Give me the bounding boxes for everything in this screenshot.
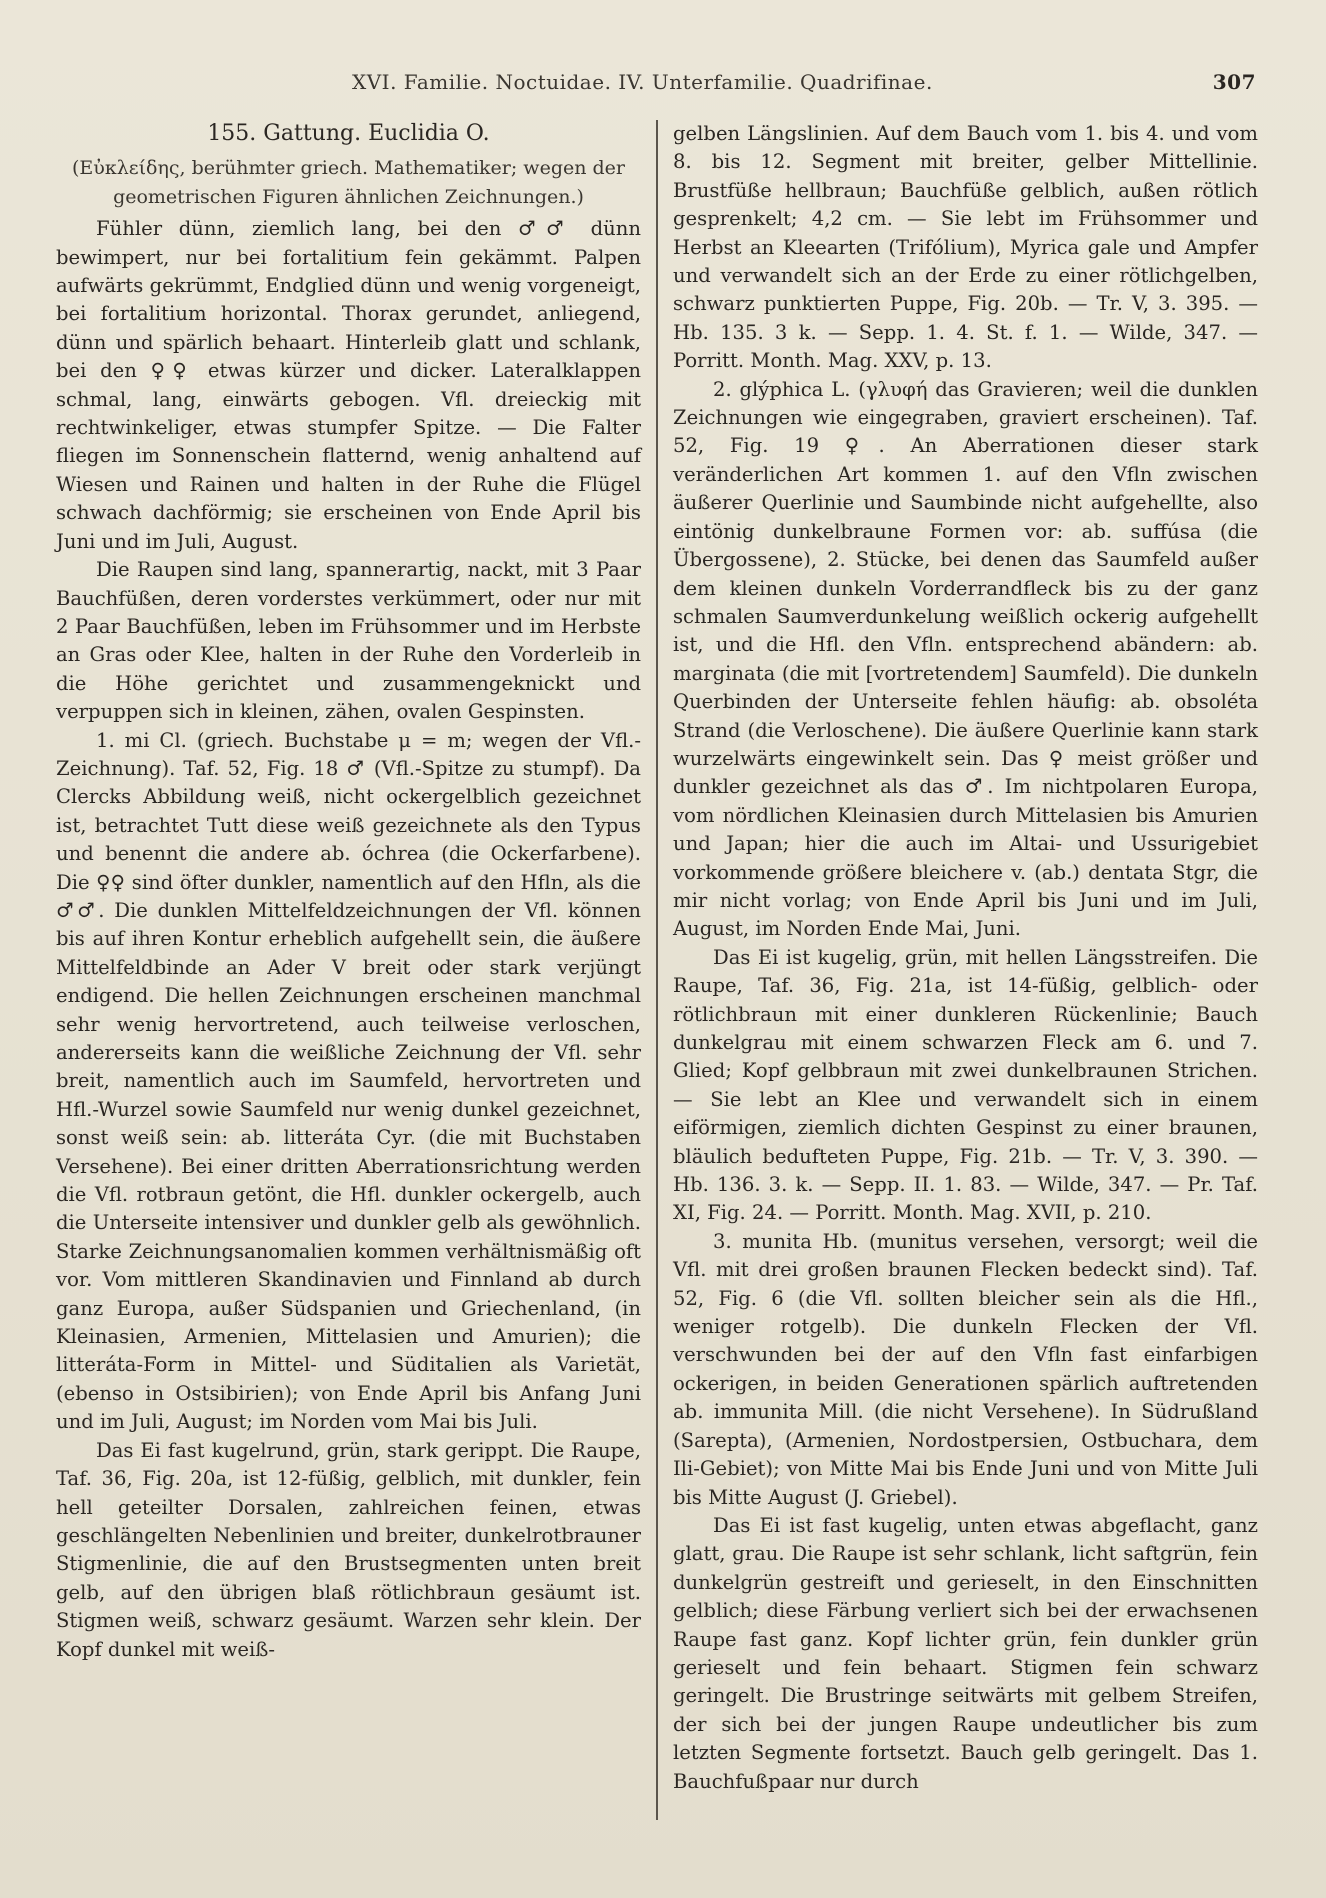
species-munita-larva: Das Ei ist fast kugelig, unten etwas abgeflacht, ganz glatt, grau. Die Raupe ist sehr schlank, licht saftgrün, fein dunkelgrün gestreift und gerieselt, in den Einschnitten gelblich; diese Färbung verliert sich bei der erwachsenen Raupe fast ganz. Kopf lichter grün, fein dunkler grün gerieselt und fein behaart. Stigmen fein schwarz geringelt. Die Brustringe seitwärts mit gelbem Streifen, der sich bei der jungen Raupe undeutlicher bis zum letzten Segmente fortsetzt. Bauch gelb geringelt. Das 1. Bauchfußpaar nur durch [673, 1513, 1258, 1793]
right-column [673, 120, 1258, 1796]
larvae-description: Die Raupen sind lang, spannerartig, nackt, mit 3 Paar Bauchfüßen, deren vorderstes verkümmert, oder nur mit 2 Paar Bauchfüßen, leben im Frühsommer und im Herbste an Gras oder Klee, halten in der Ruhe den Vorderleib in die Höhe gerichtet und zusammengeknickt und verpuppen sich in kleinen, zähen, ovalen Gespinsten. [56, 558, 641, 724]
left-column [56, 120, 641, 1664]
genus-etymology: (Εὐκλείδης, berühmter griech. Mathematiker; wegen der geometrischen Figuren ähnlichen Zeichnungen.) [71, 157, 625, 208]
column-divider [656, 120, 658, 1820]
species-munita: 3. munita Hb. (munitus versehen, versorgt; weil die Vfl. mit drei großen braunen Flecken bedeckt sind). Taf. 52, Fig. 6 (die Vfl. sollten bleicher sein als die Hfl., weniger rotgelb). Die dunkeln Flecken der Vfl. verschwunden bei der auf den Vfln fast einfarbigen ockerigen, in beiden Generationen spärlich auftretenden ab. immunita Mill. (die nicht Versehene). In Südrußland (Sarepta), (Armenien, Nordostpersien, Ostbuchara, dem Ili-Gebiet); von Mitte Mai bis Ende Juni und von Mitte Juli bis Mitte August (J. Griebel). [673, 1229, 1258, 1509]
species-glyphica-larva: Das Ei ist kugelig, grün, mit hellen Längsstreifen. Die Raupe, Taf. 36, Fig. 21a, ist 14-füßig, gelblich- oder rötlichbraun mit einer dunkleren Rückenlinie; Bauch dunkelgrau mit einem schwarzen Fleck am 6. und 7. Glied; Kopf gelbbraun mit zwei dunkelbraunen Strichen. — Sie lebt an Klee und verwandelt sich in einem eiförmigen, ziemlich dichten Gespinst zu einer braunen, bläulich bedufteten Puppe, Fig. 21b. — Tr. V, 3. 390. — Hb. 136. 3. k. — Sepp. II. 1. 83. — Wilde, 347. — Pr. Taf. XI, Fig. 24. — Porritt. Month. Mag. XVII, p. 210. [673, 945, 1258, 1225]
running-head-title: XVI. Familie. Noctuidae. IV. Unterfamilie. Quadrifinae. [352, 70, 933, 94]
genus-description: Fühler dünn, ziemlich lang, bei den ♂♂ dünn bewimpert, nur bei fortalitium fein gekämmt. Palpen aufwärts gekrümmt, Endglied dünn und wenig vorgeneigt, bei fortalitium horizontal. Thorax gerundet, anliegend, dünn und spärlich behaart. Hinterleib glatt und schlank, bei den ♀♀ etwas kürzer und dicker. Lateralklappen schmal, lang, einwärts gebogen. Vfl. dreieckig mit rechtwinkeliger, etwas stumpfer Spitze. — Die Falter fliegen im Sonnenschein flatternd, wenig anhaltend auf Wiesen und Rainen und halten in der Ruhe die Flügel schwach dachförmig; sie erscheinen von Ende April bis Juni und im Juli, August. [56, 217, 641, 553]
species-mi-larva: Das Ei fast kugelrund, grün, stark gerippt. Die Raupe, Taf. 36, Fig. 20a, ist 12-füßig, gelblich, mit dunkler, fein hell geteilter Dorsalen, zahlreichen feinen, etwas geschlängelten Nebenlinien und breiter, dunkelrotbrauner Stigmenlinie, die auf den Brustsegmenten unten breit gelb, auf den übrigen blaß rötlichbraun gesäumt ist. Stigmen weiß, schwarz gesäumt. Warzen sehr klein. Der Kopf dunkel mit weiß- [56, 1438, 641, 1661]
species-mi: 1. mi Cl. (griech. Buchstabe μ = m; wegen der Vfl.-Zeichnung). Taf. 52, Fig. 18 ♂ (Vfl.-Spitze zu stumpf). Da Clercks Abbildung weiß, nicht ockergelblich gezeichnet ist, betrachtet Tutt diese weiß gezeichnete als den Typus und benennt die andere ab. óchrea (die Ockerfarbene). Die ♀♀ sind öfter dunkler, namentlich auf den Hfln, als die ♂♂. Die dunklen Mittelfeldzeichnungen der Vfl. können bis auf ihren Kontur erheblich aufgehellt sein, die äußere Mittelfeldbinde an Ader V breit oder stark verjüngt endigend. Die hellen Zeichnungen erscheinen manchmal sehr wenig hervortretend, auch teilweise verloschen, andererseits kann die weißliche Zeichnung der Vfl. sehr breit, namentlich auch im Saumfeld, hervortreten und Hfl.-Wurzel sowie Saumfeld nur wenig dunkel gezeichnet, sonst weiß sein: ab. litteráta Cyr. (die mit Buchstaben Versehene). Bei einer dritten Aberrationsrichtung werden die Vfl. rotbraun getönt, die Hfl. dunkler ockergelb, auch die Unterseite intensiver und dunkler gelb als gewöhnlich. Starke Zeichnungsanomalien kommen verhältnismäßig oft vor. Vom mittleren Skandinavien und Finnland ab durch ganz Europa, außer Südspanien und Griechenland, (in Kleinasien, Armenien, Mittelasien und Amurien); die litteráta-Form in Mittel- und Süditalien als Varietät, (ebenso in Ostsibirien); von Ende April bis Anfang Juni und im Juli, August; im Norden vom Mai bis Juli. [56, 728, 641, 1434]
species-glyphica: 2. glýphica L. (γλυφή das Gravieren; weil die dunklen Zeichnungen wie eingegraben, graviert erscheinen). Taf. 52, Fig. 19 ♀. An Aberrationen dieser stark veränderlichen Art kommen 1. auf den Vfln zwischen äußerer Querlinie und Saumbinde nicht aufgehellte, also eintönig dunkelbraune Formen vor: ab. suffúsa (die Übergossene), 2. Stücke, bei denen das Saumfeld außer dem kleinen dunkeln Vorderrandfleck bis zu der ganz schmalen Saumverdunkelung weißlich ockerig aufgehellt ist, und die Hfl. den Vfln. entsprechend abändern: ab. marginata (die mit [vortretendem] Saumfeld). Die dunkeln Querbinden der Unterseite fehlen häufig: ab. obsoléta Strand (die Verloschene). Die äußere Querlinie kann stark wurzelwärts eingewinkelt sein. Das ♀ meist größer und dunkler gezeichnet als das ♂. Im nichtpolaren Europa, vom nördlichen Kleinasien durch Mittelasien bis Amurien und Japan; hier die auch im Altai- und Ussurigebiet vorkommende größere bleichere v. (ab.) dentata Stgr, die mir nicht vorlag; von Ende April bis Juni und im Juli, August, im Norden Ende Mai, Juni. [673, 377, 1258, 941]
page-number: 307 [1212, 70, 1256, 94]
running-head [0, 70, 1326, 100]
genus-heading: 155. Gattung. Euclidia O. [207, 121, 490, 146]
species-mi-larva-continued: gelben Längslinien. Auf dem Bauch vom 1. bis 4. und vom 8. bis 12. Segment mit breiter, gelber Mittellinie. Brustfüße hellbraun; Bauchfüße gelblich, außen rötlich gesprenkelt; 4,2 cm. — Sie lebt im Frühsommer und Herbst an Kleearten (Trifólium), Myrica gale und Ampfer und verwandelt sich an der Erde zu einer rötlichgelben, schwarz punktierten Puppe, Fig. 20b. — Tr. V, 3. 395. — Hb. 135. 3 k. — Sepp. 1. 4. St. f. 1. — Wilde, 347. — Porritt. Month. Mag. XXV, p. 13. [673, 122, 1258, 373]
